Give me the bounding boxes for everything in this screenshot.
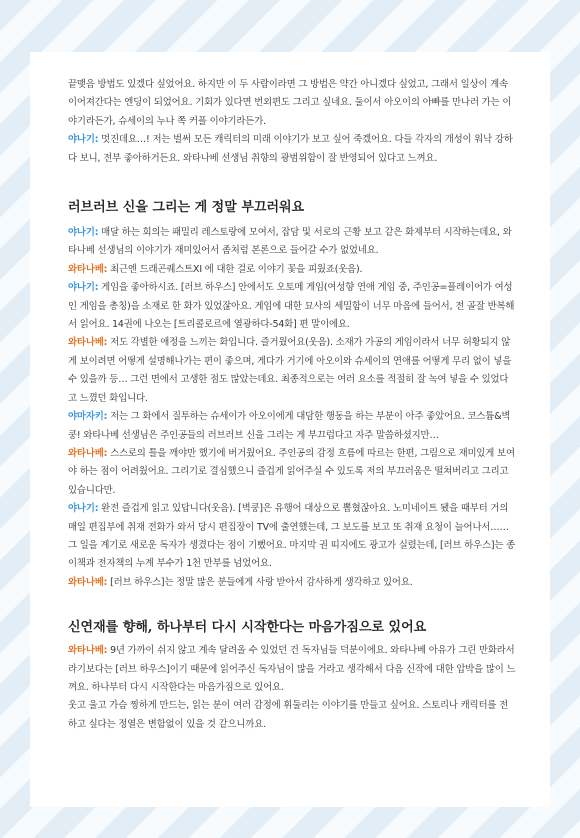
paragraph-text: 스스로의 틀을 깨야만 했기에 버거웠어요. 주인공의 감정 흐름에 따르는 한편, 그림으로 재미있게 보여야 하는 점이 어려웠어요. 그리기로 결심했으니 즐겁게 읽어주실 수 있도록 저의 부끄러움은 떨쳐버리고 그리고 있습니다만. [68, 447, 515, 496]
dialogue-paragraph [68, 574, 516, 592]
section-heading-2: 신연재를 향해, 하나부터 다시 시작한다는 마음가짐으로 있어요 [68, 620, 427, 636]
dialogue-paragraph [68, 500, 516, 574]
dialogue-paragraph [68, 279, 516, 334]
paragraph-text: 게임을 좋아하시죠. [러브 하우스] 안에서도 오토메 게임(여성향 연애 게임 중, 주인공=플레이어가 여성인 게임을 총칭)을 소재로 한 화가 있었잖아요. 게임에 대한 묘사의 세밀함이 너무 마음에 들어서, 전 골잘 반복해서 읽어요. 14권에 나오는 [트리콜로르에 열광하다-54화] 편 말이에요. [68, 282, 515, 331]
speaker-label: 야나기: [68, 134, 99, 146]
dialogue-paragraph [68, 697, 516, 734]
paragraph-text: 9년 가까이 쉬지 않고 계속 달려올 수 있었던 건 독자님들 덕분이에요. 와타나베 아유가 그린 만화라서 라기보다는 [러브 하우스]이기 때문에 읽어주신 독자님이 많을 거라고 생각해서 다음 신작에 대한 압박을 많이 느껴요. 하나부터 다시 시작한다는 마음가짐으로 있어요. [68, 645, 516, 693]
paragraph-text: 매달 하는 회의는 패밀리 레스토랑에 모여서, 잡담 및 서로의 근황 보고 같은 화제부터 시작하는데요, 와타나베 선생님의 이야기가 재미있어서 좀처럼 본론으로 들어갈 수가 없었네요. [68, 227, 512, 257]
speaker-label: 와타나베: [68, 337, 108, 349]
dialogue-paragraph [68, 445, 516, 500]
paragraph-text: 멋진데요…! 저는 벌써 모든 캐릭터의 미래 이야기가 보고 싶어 죽겠어요. 다들 각자의 개성이 워낙 강하다 보니, 전부 좋아하거든요. 와타나베 선생님 취향의 광범위함이 잘 반영되어 있다고 느껴요. [68, 134, 513, 164]
speaker-label: 야나기: [68, 282, 99, 294]
dialogue-paragraph [68, 131, 516, 168]
dialogue-paragraph [68, 408, 516, 445]
dialogue-paragraph [68, 642, 516, 697]
paragraph-text: 끝맺음 방법도 있겠다 싶었어요. 하지만 이 두 사람이라면 그 방법은 약간 아니겠다 싶었고, 그래서 일상이 계속 이어져간다는 엔딩이 되었어요. 기회가 있다면 번외편도 그리고 싶네요. 둘이서 아오이의 아빠를 만나러 가는 이야기라든가, 슈세이의 누나 쪽 커플 이야기라든가. [68, 79, 512, 127]
speaker-label: 와타나베: [68, 447, 108, 459]
dialogue-paragraph [68, 76, 516, 131]
speaker-label: 야마자키: [68, 411, 108, 423]
paragraph-text: 저도 각별한 애정을 느끼는 화입니다. 즐거웠어요(웃음). 소재가 가공의 게임이라서 너무 허황되지 않게 보이려면 어떻게 설명해나가는 편이 좋으며, 게다가 거기에 아오이와 슈세이의 연애를 어떻게 무리 없이 넣을 수 있을까 등… 그런 면에서 고생한 점도 많았는데요. 최종적으로는 여러 요소를 적절히 잘 녹여 넣을 수 있었다고 느꼈던 화입니다. [68, 337, 512, 404]
article-body [68, 76, 516, 734]
speaker-label: 와타나베: [68, 263, 108, 275]
intro-block [68, 76, 516, 168]
speaker-label: 야나기: [68, 227, 99, 239]
section1-dialogue [68, 224, 516, 592]
paragraph-text: 저는 그 화에서 질투하는 슈세이가 아오이에게 대담한 행동을 하는 부분이 아주 좋았어요. 코스튬&벽쿵! 와타나베 선생님은 주인공들의 러브러브 신을 그리는 게 부끄럽다고 자주 말씀하셨지만… [68, 411, 511, 441]
paragraph-text: 웃고 울고 가슴 찡하게 만드는, 읽는 분이 여러 감정에 휘둘리는 이야기를 만들고 싶어요. 스토리나 캐릭터를 전하고 싶다는 정열은 변함없이 있을 것 같으니까요. [68, 700, 508, 730]
speaker-label: 와타나베: [68, 576, 108, 588]
dialogue-paragraph [68, 334, 516, 408]
section2-dialogue [68, 642, 516, 734]
paragraph-text: [러브 하우스]는 정말 많은 분들에게 사랑 받아서 감사하게 생각하고 있어요. [107, 576, 413, 588]
dialogue-paragraph [68, 224, 516, 261]
dialogue-paragraph [68, 261, 516, 279]
speaker-label: 와타나베: [68, 645, 108, 657]
paragraph-text: 완전 즐겁게 읽고 있답니다(웃음). [벽쿵]은 유행어 대상으로 뽑혔잖아요. 노미네이트 됐을 때부터 거의 매일 편집부에 취재 전화가 와서 당시 편집장이 TV에 출연했는데, 그 보도를 보고 또 취재 요청이 늘어나서…… 그 일을 계기로 새로운 독자가 생겼다는 점이 기뻤어요. 마지막 권 띠지에도 광고가 실렸는데, [러브 하우스]는 종이책과 전자책의 누계 부수가 1천 만부를 넘었어요. [68, 503, 516, 570]
speaker-label: 야나기: [68, 503, 99, 515]
section-heading: 러브러브 신을 그리는 게 정말 부끄러워요 [68, 200, 305, 216]
paragraph-text: 최근엔 드래곤퀘스트XI 에 대한 걸로 이야기 꽃을 피웠죠(웃음). [107, 263, 363, 275]
